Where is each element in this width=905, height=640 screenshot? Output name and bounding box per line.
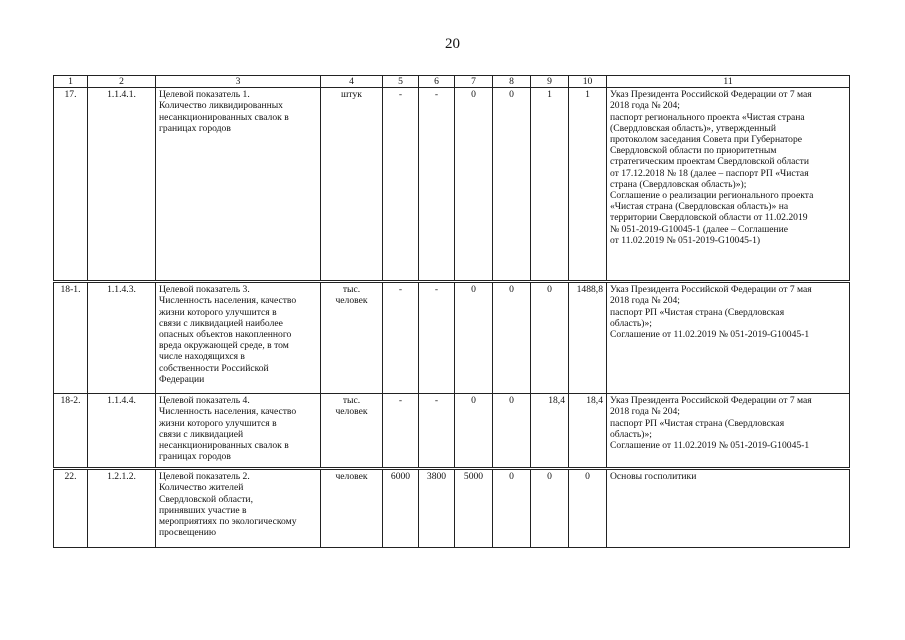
table-row bbox=[54, 283, 850, 394]
value-cell: 1 bbox=[569, 88, 607, 281]
value-cell: 5000 bbox=[455, 470, 493, 548]
value-cell: 0 bbox=[569, 470, 607, 548]
indicator-cell: Целевой показатель 1. Количество ликвидированных несанкционированных свалок в границах городов bbox=[156, 88, 321, 281]
source-cell: Указ Президента Российской Федерации от 7 мая 2018 года № 204; паспорт регионального проекта «Чистая страна (Свердловская область)», утвержденный протоколом заседания Совета при Губернаторе Свердловской области по приоритетным стратегическим проектам Свердловской области от 17.12.2018 № 18 (далее – паспорт РП «Чистая страна (Свердловская область)»); Соглашение о реализации регионального проекта «Чистая страна (Свердловская область)» на территории Свердловской области от 11.02.2019 № 051-2019-G10045-1 (далее – Соглашение от 11.02.2019 № 051-2019-G10045-1) bbox=[607, 88, 850, 281]
value-cell: 1488,8 bbox=[569, 283, 607, 394]
table-row bbox=[54, 470, 850, 548]
header-cell: 4 bbox=[321, 76, 383, 88]
table-row bbox=[54, 88, 850, 281]
unit-cell: штук bbox=[321, 88, 383, 281]
value-cell: 0 bbox=[493, 283, 531, 394]
row-number: 17. bbox=[54, 88, 88, 281]
unit-cell: тыс. человек bbox=[321, 283, 383, 394]
value-cell: 0 bbox=[455, 283, 493, 394]
header-cell: 1 bbox=[54, 76, 88, 88]
unit-cell: тыс. человек bbox=[321, 394, 383, 468]
source-cell: Основы госполитики bbox=[607, 470, 850, 548]
indicators-table bbox=[53, 75, 850, 548]
value-cell: 3800 bbox=[419, 470, 455, 548]
row-number: 18-1. bbox=[54, 283, 88, 394]
indicator-cell: Целевой показатель 2. Количество жителей Свердловской области, принявших участие в мероприятиях по экологическому просвещению bbox=[156, 470, 321, 548]
value-cell: - bbox=[419, 88, 455, 281]
value-cell: - bbox=[383, 283, 419, 394]
indicator-cell: Целевой показатель 4. Численность населения, качество жизни которого улучшится в связи с ликвидацией несанкционированных свалок в границах городов bbox=[156, 394, 321, 468]
unit-cell: человек bbox=[321, 470, 383, 548]
value-cell: 0 bbox=[455, 394, 493, 468]
row-number: 18-2. bbox=[54, 394, 88, 468]
row-code: 1.1.4.3. bbox=[88, 283, 156, 394]
value-cell: - bbox=[419, 394, 455, 468]
value-cell: - bbox=[419, 283, 455, 394]
value-cell: 0 bbox=[455, 88, 493, 281]
value-cell: 18,4 bbox=[569, 394, 607, 468]
header-cell: 8 bbox=[493, 76, 531, 88]
table-row bbox=[54, 394, 850, 468]
header-cell: 10 bbox=[569, 76, 607, 88]
header-row bbox=[54, 76, 850, 88]
source-cell: Указ Президента Российской Федерации от 7 мая 2018 года № 204; паспорт РП «Чистая страна (Свердловская область)»; Соглашение от 11.02.2019 № 051-2019-G10045-1 bbox=[607, 394, 850, 468]
header-cell: 6 bbox=[419, 76, 455, 88]
value-cell: 0 bbox=[493, 88, 531, 281]
value-cell: 0 bbox=[531, 470, 569, 548]
header-cell: 5 bbox=[383, 76, 419, 88]
value-cell: 0 bbox=[531, 283, 569, 394]
value-cell: 0 bbox=[493, 394, 531, 468]
header-cell: 3 bbox=[156, 76, 321, 88]
header-cell: 7 bbox=[455, 76, 493, 88]
row-number: 22. bbox=[54, 470, 88, 548]
header-cell: 11 bbox=[607, 76, 850, 88]
value-cell: 1 bbox=[531, 88, 569, 281]
page-number: 20 bbox=[445, 36, 460, 52]
value-cell: - bbox=[383, 394, 419, 468]
indicator-cell: Целевой показатель 3. Численность населения, качество жизни которого улучшится в связи с ликвидацией наиболее опасных объектов накопленного вреда окружающей среде, в том числе находящихся в собственности Российской Федерации bbox=[156, 283, 321, 394]
source-cell: Указ Президента Российской Федерации от 7 мая 2018 года № 204; паспорт РП «Чистая страна (Свердловская область)»; Соглашение от 11.02.2019 № 051-2019-G10045-1 bbox=[607, 283, 850, 394]
row-code: 1.2.1.2. bbox=[88, 470, 156, 548]
value-cell: 0 bbox=[493, 470, 531, 548]
value-cell: 18,4 bbox=[531, 394, 569, 468]
header-cell: 2 bbox=[88, 76, 156, 88]
row-code: 1.1.4.1. bbox=[88, 88, 156, 281]
row-code: 1.1.4.4. bbox=[88, 394, 156, 468]
header-cell: 9 bbox=[531, 76, 569, 88]
value-cell: - bbox=[383, 88, 419, 281]
value-cell: 6000 bbox=[383, 470, 419, 548]
